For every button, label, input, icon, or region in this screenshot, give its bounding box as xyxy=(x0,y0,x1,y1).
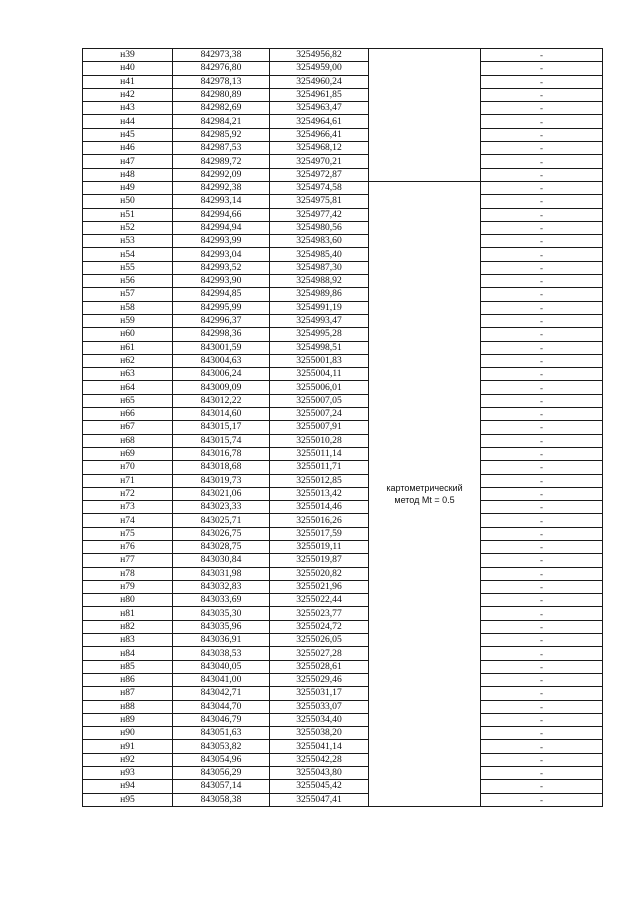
point-id-cell: н95 xyxy=(83,793,173,806)
y-coordinate-cell: 3255006,01 xyxy=(270,381,369,394)
y-coordinate-cell: 3255019,87 xyxy=(270,554,369,567)
point-id-cell: н80 xyxy=(83,594,173,607)
x-coordinate-cell: 843012,22 xyxy=(173,394,270,407)
point-id-cell: н46 xyxy=(83,142,173,155)
y-coordinate-cell: 3255007,24 xyxy=(270,408,369,421)
x-coordinate-cell: 842995,99 xyxy=(173,301,270,314)
y-coordinate-cell: 3254985,40 xyxy=(270,248,369,261)
point-id-cell: н44 xyxy=(83,115,173,128)
y-coordinate-cell: 3255004,11 xyxy=(270,368,369,381)
x-coordinate-cell: 843006,24 xyxy=(173,368,270,381)
point-id-cell: н65 xyxy=(83,394,173,407)
y-coordinate-cell: 3255020,82 xyxy=(270,567,369,580)
x-coordinate-cell: 843033,69 xyxy=(173,594,270,607)
accuracy-cell: - xyxy=(481,607,603,620)
y-coordinate-cell: 3254963,47 xyxy=(270,102,369,115)
accuracy-cell: - xyxy=(481,620,603,633)
y-coordinate-cell: 3254964,61 xyxy=(270,115,369,128)
y-coordinate-cell: 3255011,14 xyxy=(270,447,369,460)
y-coordinate-cell: 3255001,83 xyxy=(270,354,369,367)
point-id-cell: н54 xyxy=(83,248,173,261)
table-row xyxy=(83,354,603,367)
accuracy-cell: - xyxy=(481,687,603,700)
y-coordinate-cell: 3254975,81 xyxy=(270,195,369,208)
y-coordinate-cell: 3255033,07 xyxy=(270,700,369,713)
accuracy-cell: - xyxy=(481,793,603,806)
table-row xyxy=(83,647,603,660)
y-coordinate-cell: 3254977,42 xyxy=(270,208,369,221)
y-coordinate-cell: 3255013,42 xyxy=(270,487,369,500)
y-coordinate-cell: 3254989,86 xyxy=(270,288,369,301)
y-coordinate-cell: 3255047,41 xyxy=(270,793,369,806)
table-row xyxy=(83,434,603,447)
y-coordinate-cell: 3255007,91 xyxy=(270,421,369,434)
accuracy-cell: - xyxy=(481,634,603,647)
point-id-cell: н75 xyxy=(83,527,173,540)
x-coordinate-cell: 842980,89 xyxy=(173,88,270,101)
x-coordinate-cell: 843019,73 xyxy=(173,474,270,487)
table-row xyxy=(83,381,603,394)
x-coordinate-cell: 843018,68 xyxy=(173,461,270,474)
point-id-cell: н84 xyxy=(83,647,173,660)
x-coordinate-cell: 843015,17 xyxy=(173,421,270,434)
x-coordinate-cell: 843004,63 xyxy=(173,354,270,367)
accuracy-cell: - xyxy=(481,673,603,686)
point-id-cell: н48 xyxy=(83,168,173,181)
table-row xyxy=(83,128,603,141)
point-id-cell: н57 xyxy=(83,288,173,301)
table-row xyxy=(83,248,603,261)
point-id-cell: н87 xyxy=(83,687,173,700)
x-coordinate-cell: 843053,82 xyxy=(173,740,270,753)
x-coordinate-cell: 842992,09 xyxy=(173,168,270,181)
x-coordinate-cell: 842994,94 xyxy=(173,221,270,234)
table-row xyxy=(83,687,603,700)
accuracy-cell: - xyxy=(481,208,603,221)
point-id-cell: н89 xyxy=(83,713,173,726)
x-coordinate-cell: 842998,36 xyxy=(173,328,270,341)
x-coordinate-cell: 843036,91 xyxy=(173,634,270,647)
accuracy-cell: - xyxy=(481,780,603,793)
y-coordinate-cell: 3255031,17 xyxy=(270,687,369,700)
y-coordinate-cell: 3255041,14 xyxy=(270,740,369,753)
accuracy-cell: - xyxy=(481,421,603,434)
y-coordinate-cell: 3254993,47 xyxy=(270,314,369,327)
point-id-cell: н56 xyxy=(83,275,173,288)
point-id-cell: н67 xyxy=(83,421,173,434)
accuracy-cell: - xyxy=(481,115,603,128)
accuracy-cell: - xyxy=(481,394,603,407)
y-coordinate-cell: 3255042,28 xyxy=(270,753,369,766)
y-coordinate-cell: 3255029,46 xyxy=(270,673,369,686)
point-id-cell: н68 xyxy=(83,434,173,447)
x-coordinate-cell: 843040,05 xyxy=(173,660,270,673)
accuracy-cell: - xyxy=(481,594,603,607)
point-id-cell: н85 xyxy=(83,660,173,673)
point-id-cell: н92 xyxy=(83,753,173,766)
table-row xyxy=(83,221,603,234)
accuracy-cell: - xyxy=(481,540,603,553)
table-row xyxy=(83,181,603,194)
accuracy-cell: - xyxy=(481,354,603,367)
y-coordinate-cell: 3255034,40 xyxy=(270,713,369,726)
point-id-cell: н39 xyxy=(83,49,173,62)
x-coordinate-cell: 843014,60 xyxy=(173,408,270,421)
x-coordinate-cell: 842993,90 xyxy=(173,275,270,288)
table-row xyxy=(83,88,603,101)
table-row xyxy=(83,314,603,327)
y-coordinate-cell: 3255007,05 xyxy=(270,394,369,407)
y-coordinate-cell: 3255017,59 xyxy=(270,527,369,540)
table-row xyxy=(83,514,603,527)
table-row xyxy=(83,567,603,580)
table-row xyxy=(83,540,603,553)
y-coordinate-cell: 3254968,12 xyxy=(270,142,369,155)
y-coordinate-cell: 3254980,56 xyxy=(270,221,369,234)
y-coordinate-cell: 3254959,00 xyxy=(270,62,369,75)
table-row xyxy=(83,501,603,514)
x-coordinate-cell: 843016,78 xyxy=(173,447,270,460)
point-id-cell: н52 xyxy=(83,221,173,234)
method-cell-lower: картометрический метод Mt = 0.5 xyxy=(369,181,481,806)
table-row xyxy=(83,594,603,607)
table-row xyxy=(83,447,603,460)
x-coordinate-cell: 843032,83 xyxy=(173,580,270,593)
x-coordinate-cell: 842984,21 xyxy=(173,115,270,128)
table-row xyxy=(83,474,603,487)
x-coordinate-cell: 843046,79 xyxy=(173,713,270,726)
accuracy-cell: - xyxy=(481,740,603,753)
table-row xyxy=(83,49,603,62)
x-coordinate-cell: 843058,38 xyxy=(173,793,270,806)
accuracy-cell: - xyxy=(481,713,603,726)
table-row xyxy=(83,554,603,567)
x-coordinate-cell: 843035,30 xyxy=(173,607,270,620)
table-row xyxy=(83,328,603,341)
accuracy-cell: - xyxy=(481,554,603,567)
x-coordinate-cell: 842994,66 xyxy=(173,208,270,221)
y-coordinate-cell: 3255010,28 xyxy=(270,434,369,447)
y-coordinate-cell: 3255014,46 xyxy=(270,501,369,514)
accuracy-cell: - xyxy=(481,501,603,514)
point-id-cell: н82 xyxy=(83,620,173,633)
table-row xyxy=(83,155,603,168)
y-coordinate-cell: 3254956,82 xyxy=(270,49,369,62)
accuracy-cell: - xyxy=(481,62,603,75)
table-row xyxy=(83,408,603,421)
accuracy-cell: - xyxy=(481,155,603,168)
point-id-cell: н50 xyxy=(83,195,173,208)
table-row xyxy=(83,115,603,128)
point-id-cell: н76 xyxy=(83,540,173,553)
point-id-cell: н74 xyxy=(83,514,173,527)
table-row xyxy=(83,102,603,115)
accuracy-cell: - xyxy=(481,527,603,540)
y-coordinate-cell: 3254966,41 xyxy=(270,128,369,141)
accuracy-cell: - xyxy=(481,142,603,155)
table-row xyxy=(83,341,603,354)
accuracy-cell: - xyxy=(481,288,603,301)
table-row xyxy=(83,660,603,673)
y-coordinate-cell: 3255028,61 xyxy=(270,660,369,673)
accuracy-cell: - xyxy=(481,368,603,381)
x-coordinate-cell: 843054,96 xyxy=(173,753,270,766)
point-id-cell: н60 xyxy=(83,328,173,341)
table-row xyxy=(83,740,603,753)
point-id-cell: н45 xyxy=(83,128,173,141)
y-coordinate-cell: 3255023,77 xyxy=(270,607,369,620)
point-id-cell: н86 xyxy=(83,673,173,686)
table-row xyxy=(83,208,603,221)
point-id-cell: н53 xyxy=(83,235,173,248)
x-coordinate-cell: 842993,14 xyxy=(173,195,270,208)
table-row xyxy=(83,261,603,274)
y-coordinate-cell: 3254983,60 xyxy=(270,235,369,248)
accuracy-cell: - xyxy=(481,753,603,766)
x-coordinate-cell: 843042,71 xyxy=(173,687,270,700)
accuracy-cell: - xyxy=(481,195,603,208)
table-row xyxy=(83,793,603,806)
accuracy-cell: - xyxy=(481,567,603,580)
point-id-cell: н94 xyxy=(83,780,173,793)
point-id-cell: н79 xyxy=(83,580,173,593)
x-coordinate-cell: 842996,37 xyxy=(173,314,270,327)
accuracy-cell: - xyxy=(481,727,603,740)
x-coordinate-cell: 842987,53 xyxy=(173,142,270,155)
point-id-cell: н91 xyxy=(83,740,173,753)
y-coordinate-cell: 3255022,44 xyxy=(270,594,369,607)
accuracy-cell: - xyxy=(481,168,603,181)
y-coordinate-cell: 3254987,30 xyxy=(270,261,369,274)
table-row xyxy=(83,461,603,474)
table-row xyxy=(83,673,603,686)
accuracy-cell: - xyxy=(481,314,603,327)
y-coordinate-cell: 3255016,26 xyxy=(270,514,369,527)
x-coordinate-cell: 843026,75 xyxy=(173,527,270,540)
y-coordinate-cell: 3255011,71 xyxy=(270,461,369,474)
x-coordinate-cell: 843023,33 xyxy=(173,501,270,514)
y-coordinate-cell: 3254961,85 xyxy=(270,88,369,101)
point-id-cell: н93 xyxy=(83,767,173,780)
point-id-cell: н66 xyxy=(83,408,173,421)
accuracy-cell: - xyxy=(481,248,603,261)
accuracy-cell: - xyxy=(481,328,603,341)
table-row xyxy=(83,780,603,793)
x-coordinate-cell: 842976,80 xyxy=(173,62,270,75)
table-row xyxy=(83,753,603,766)
y-coordinate-cell: 3254970,21 xyxy=(270,155,369,168)
point-id-cell: н59 xyxy=(83,314,173,327)
accuracy-cell: - xyxy=(481,434,603,447)
y-coordinate-cell: 3255026,05 xyxy=(270,634,369,647)
table-row xyxy=(83,301,603,314)
point-id-cell: н62 xyxy=(83,354,173,367)
accuracy-cell: - xyxy=(481,275,603,288)
point-id-cell: н69 xyxy=(83,447,173,460)
point-id-cell: н83 xyxy=(83,634,173,647)
accuracy-cell: - xyxy=(481,128,603,141)
table-row xyxy=(83,767,603,780)
table-row xyxy=(83,75,603,88)
table-row xyxy=(83,487,603,500)
accuracy-cell: - xyxy=(481,700,603,713)
x-coordinate-cell: 843051,63 xyxy=(173,727,270,740)
table-row xyxy=(83,235,603,248)
point-id-cell: н71 xyxy=(83,474,173,487)
point-id-cell: н77 xyxy=(83,554,173,567)
table-row xyxy=(83,195,603,208)
accuracy-cell: - xyxy=(481,235,603,248)
x-coordinate-cell: 843001,59 xyxy=(173,341,270,354)
accuracy-cell: - xyxy=(481,341,603,354)
x-coordinate-cell: 842993,04 xyxy=(173,248,270,261)
accuracy-cell: - xyxy=(481,447,603,460)
x-coordinate-cell: 843030,84 xyxy=(173,554,270,567)
point-id-cell: н41 xyxy=(83,75,173,88)
table-row xyxy=(83,580,603,593)
point-id-cell: н70 xyxy=(83,461,173,474)
accuracy-cell: - xyxy=(481,580,603,593)
point-id-cell: н64 xyxy=(83,381,173,394)
accuracy-cell: - xyxy=(481,102,603,115)
table-row xyxy=(83,142,603,155)
x-coordinate-cell: 842985,92 xyxy=(173,128,270,141)
point-id-cell: н58 xyxy=(83,301,173,314)
table-row xyxy=(83,713,603,726)
accuracy-cell: - xyxy=(481,487,603,500)
table-row xyxy=(83,368,603,381)
table-row xyxy=(83,275,603,288)
y-coordinate-cell: 3255038,20 xyxy=(270,727,369,740)
point-id-cell: н42 xyxy=(83,88,173,101)
x-coordinate-cell: 843028,75 xyxy=(173,540,270,553)
y-coordinate-cell: 3254995,28 xyxy=(270,328,369,341)
y-coordinate-cell: 3255012,85 xyxy=(270,474,369,487)
y-coordinate-cell: 3254960,24 xyxy=(270,75,369,88)
method-cell-upper xyxy=(369,49,481,182)
x-coordinate-cell: 843038,53 xyxy=(173,647,270,660)
point-id-cell: н88 xyxy=(83,700,173,713)
table-row xyxy=(83,288,603,301)
x-coordinate-cell: 843035,96 xyxy=(173,620,270,633)
accuracy-cell: - xyxy=(481,381,603,394)
x-coordinate-cell: 843009,09 xyxy=(173,381,270,394)
point-id-cell: н40 xyxy=(83,62,173,75)
x-coordinate-cell: 842978,13 xyxy=(173,75,270,88)
x-coordinate-cell: 843041,00 xyxy=(173,673,270,686)
point-id-cell: н72 xyxy=(83,487,173,500)
accuracy-cell: - xyxy=(481,767,603,780)
y-coordinate-cell: 3255027,28 xyxy=(270,647,369,660)
accuracy-cell: - xyxy=(481,75,603,88)
x-coordinate-cell: 843015,74 xyxy=(173,434,270,447)
accuracy-cell: - xyxy=(481,301,603,314)
table-row xyxy=(83,727,603,740)
accuracy-cell: - xyxy=(481,261,603,274)
y-coordinate-cell: 3254974,58 xyxy=(270,181,369,194)
table-row xyxy=(83,527,603,540)
x-coordinate-cell: 842982,69 xyxy=(173,102,270,115)
point-id-cell: н61 xyxy=(83,341,173,354)
x-coordinate-cell: 842994,85 xyxy=(173,288,270,301)
accuracy-cell: - xyxy=(481,660,603,673)
coordinates-table-body xyxy=(83,49,603,807)
accuracy-cell: - xyxy=(481,408,603,421)
table-row xyxy=(83,421,603,434)
point-id-cell: н73 xyxy=(83,501,173,514)
y-coordinate-cell: 3255043,80 xyxy=(270,767,369,780)
x-coordinate-cell: 843025,71 xyxy=(173,514,270,527)
x-coordinate-cell: 843031,98 xyxy=(173,567,270,580)
table-row xyxy=(83,607,603,620)
y-coordinate-cell: 3254991,19 xyxy=(270,301,369,314)
x-coordinate-cell: 842989,72 xyxy=(173,155,270,168)
table-row xyxy=(83,62,603,75)
x-coordinate-cell: 842992,38 xyxy=(173,181,270,194)
y-coordinate-cell: 3255019,11 xyxy=(270,540,369,553)
point-id-cell: н49 xyxy=(83,181,173,194)
point-id-cell: н90 xyxy=(83,727,173,740)
accuracy-cell: - xyxy=(481,88,603,101)
accuracy-cell: - xyxy=(481,647,603,660)
accuracy-cell: - xyxy=(481,181,603,194)
table-row xyxy=(83,620,603,633)
point-id-cell: н43 xyxy=(83,102,173,115)
x-coordinate-cell: 843021,06 xyxy=(173,487,270,500)
y-coordinate-cell: 3254998,51 xyxy=(270,341,369,354)
accuracy-cell: - xyxy=(481,49,603,62)
point-id-cell: н63 xyxy=(83,368,173,381)
coordinates-table xyxy=(82,48,603,807)
y-coordinate-cell: 3255024,72 xyxy=(270,620,369,633)
point-id-cell: н78 xyxy=(83,567,173,580)
point-id-cell: н51 xyxy=(83,208,173,221)
accuracy-cell: - xyxy=(481,474,603,487)
point-id-cell: н47 xyxy=(83,155,173,168)
accuracy-cell: - xyxy=(481,461,603,474)
table-row xyxy=(83,394,603,407)
x-coordinate-cell: 842993,52 xyxy=(173,261,270,274)
point-id-cell: н81 xyxy=(83,607,173,620)
y-coordinate-cell: 3254972,87 xyxy=(270,168,369,181)
table-row xyxy=(83,700,603,713)
table-row xyxy=(83,168,603,181)
y-coordinate-cell: 3255045,42 xyxy=(270,780,369,793)
y-coordinate-cell: 3255021,96 xyxy=(270,580,369,593)
x-coordinate-cell: 843056,29 xyxy=(173,767,270,780)
point-id-cell: н55 xyxy=(83,261,173,274)
y-coordinate-cell: 3254988,92 xyxy=(270,275,369,288)
x-coordinate-cell: 843057,14 xyxy=(173,780,270,793)
x-coordinate-cell: 843044,70 xyxy=(173,700,270,713)
accuracy-cell: - xyxy=(481,221,603,234)
x-coordinate-cell: 842973,38 xyxy=(173,49,270,62)
accuracy-cell: - xyxy=(481,514,603,527)
table-row xyxy=(83,634,603,647)
x-coordinate-cell: 842993,99 xyxy=(173,235,270,248)
